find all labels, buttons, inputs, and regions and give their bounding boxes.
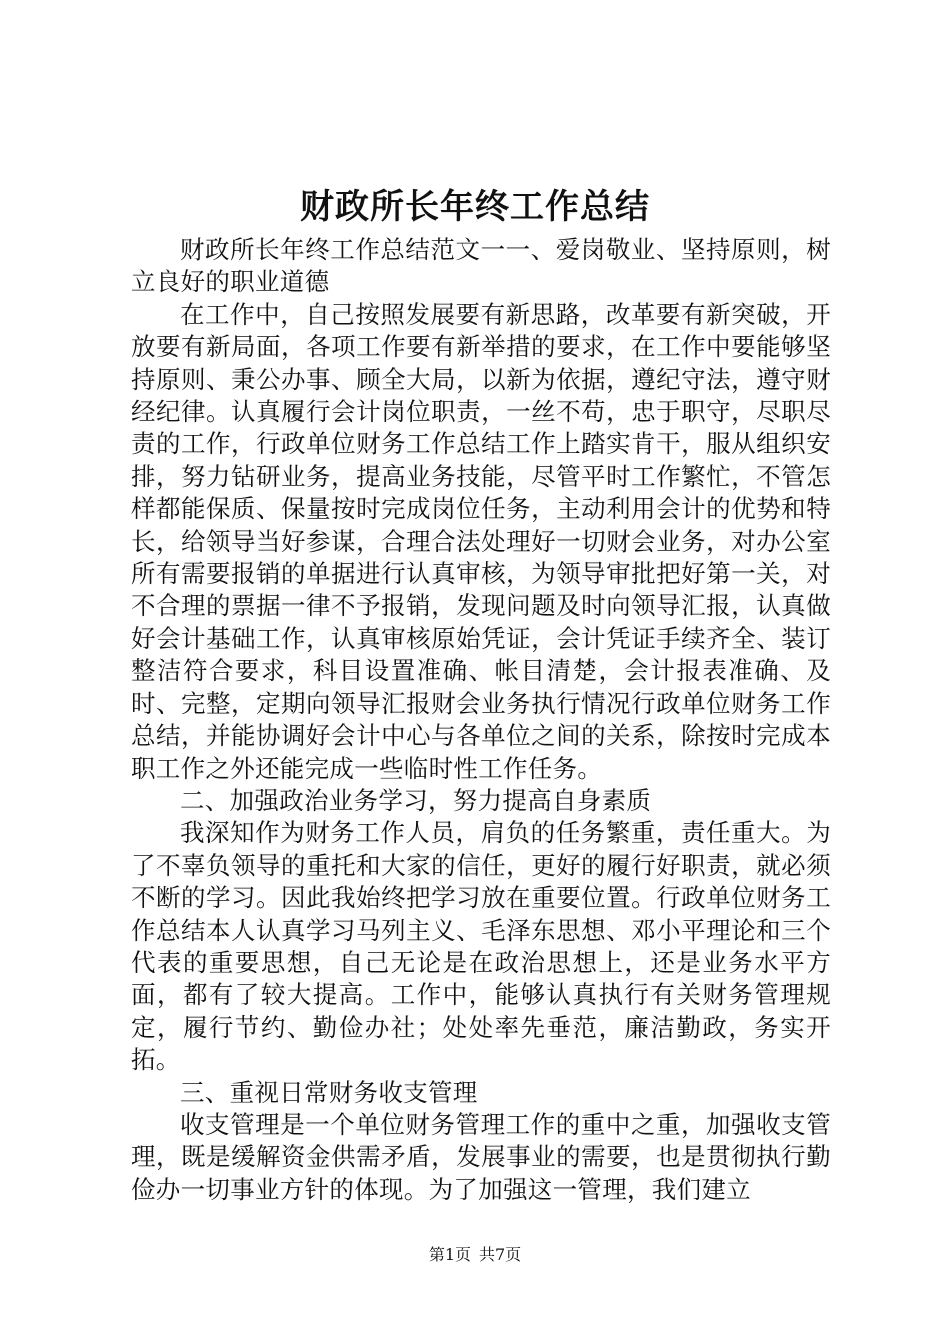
paragraph-study: 我深知作为财务工作人员，肩负的任务繁重，责任重大。为了不辜负领导的重托和大家的信任，更好的履行好职责，就必须不断的学习。因此我始终把学习放在重要位置。行政单位财务工作总结本人认真学习马列主义、毛泽东思想、邓小平理论和三个代表的重要思想，自己无论是在政治思想上，还是业务水平方面，都有了较大提高。工作中，能够认真执行有关财务管理规定，履行节约、勤俭办社；处处率先垂范，廉洁勤政，务实开拓。 (131, 818, 831, 1075)
section-heading-2: 二、加强政治业务学习，努力提高自身素质 (180, 785, 652, 815)
page-number: 第1页 (428, 1245, 471, 1264)
page-footer (0, 1243, 950, 1267)
paragraph-budget-management: 收支管理是一个单位财务管理工作的重中之重，加强收支管理，既是缓解资金供需矛盾，发展事业的需要，也是贯彻执行勤俭办一切事业方针的体现。为了加强这一管理，我们建立 (131, 1109, 831, 1204)
document-title: 财政所长年终工作总结 (300, 187, 650, 227)
page-total: 共7页 (479, 1245, 522, 1264)
document-body (131, 234, 831, 1206)
paragraph-work-duties: 在工作中，自己按照发展要有新思路，改革要有新突破，开放要有新局面，各项工作要有新举措的要求，在工作中要能够坚持原则、秉公办事、顾全大局，以新为依据，遵纪守法，遵守财经纪律。认真履行会计岗位职责，一丝不苟，忠于职守，尽职尽责的工作，行政单位财务工作总结工作上踏实肯干，服从组织安排，努力钻研业务，提高业务技能，尽管平时工作繁忙，不管怎样都能保质、保量按时完成岗位任务，主动利用会计的优势和特长，给领导当好参谋，合理合法处理好一切财会业务，对办公室所有需要报销的单据进行认真审核，为领导审批把好第一关，对不合理的票据一律不予报销，发现问题及时向领导汇报，认真做好会计基础工作，认真审核原始凭证，会计凭证手续齐全、装订整洁符合要求，科目设置准确、帐目清楚，会计报表准确、及时、完整，定期向领导汇报财会业务执行情况行政单位财务工作总结，并能协调好会计中心与各单位之间的关系，除按时完成本职工作之外还能完成一些临时性工作任务。 (131, 299, 831, 783)
section-heading-3: 三、重视日常财务收支管理 (180, 1077, 478, 1107)
paragraph-intro: 财政所长年终工作总结范文一一、爱岗敬业、坚持原则，树立良好的职业道德 (131, 235, 831, 297)
